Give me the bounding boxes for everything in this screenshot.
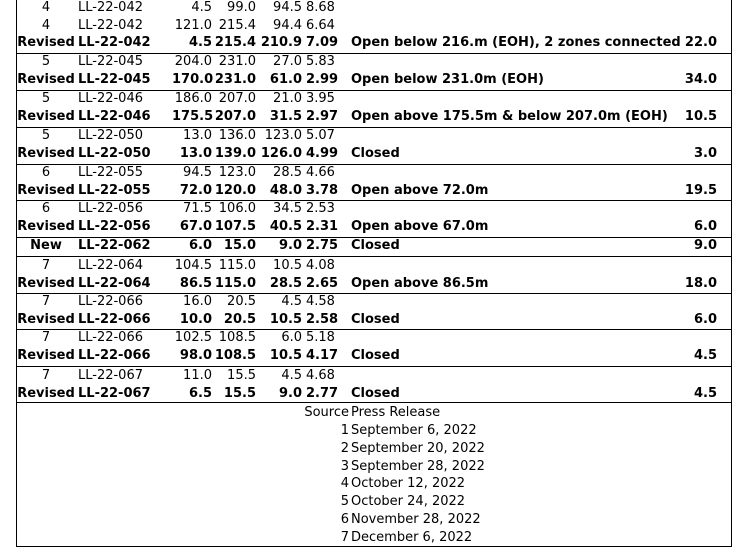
press-release-date: September 20, 2022 <box>351 440 485 456</box>
length-value: 9.0 <box>278 386 302 401</box>
hole-id: LL-22-046 <box>78 109 151 124</box>
grade-value: 4.17 <box>306 348 339 363</box>
length-value: 210.9 <box>260 35 302 50</box>
comment <box>351 257 681 275</box>
value: 6.0 <box>693 219 717 234</box>
from-value: 16.0 <box>183 294 212 309</box>
row-label: Revised <box>17 109 75 124</box>
from-value: 10.0 <box>179 312 212 327</box>
row-label: 7 <box>41 368 51 383</box>
from-value: 104.5 <box>174 258 212 273</box>
grade-value: 4.58 <box>306 294 335 309</box>
from-value: 72.0 <box>179 183 212 198</box>
row-label: 7 <box>41 330 51 345</box>
length-value: 4.5 <box>281 368 302 383</box>
hole-id: LL-22-064 <box>78 276 151 291</box>
grade-value: 4.99 <box>306 146 339 161</box>
from-value: 67.0 <box>179 219 212 234</box>
comment: Open below 216.m (EOH), 2 zones connected <box>351 35 681 50</box>
row-label: 7 <box>41 294 51 309</box>
from-value: 204.0 <box>174 54 212 69</box>
row-label: 6 <box>41 165 51 180</box>
comment <box>351 17 681 35</box>
to-value: 106.0 <box>218 201 256 216</box>
table-side-border <box>731 0 732 547</box>
comment <box>351 90 681 108</box>
from-value: 86.5 <box>179 276 212 291</box>
comment <box>351 127 681 145</box>
from-value: 175.5 <box>172 109 214 124</box>
hole-id: LL-22-042 <box>78 18 143 33</box>
comment <box>351 164 681 182</box>
value <box>676 257 717 275</box>
to-value: 139.0 <box>214 146 256 161</box>
comment: Closed <box>351 238 400 253</box>
hole-id: LL-22-046 <box>78 91 143 106</box>
value <box>676 164 717 182</box>
row-divider <box>16 237 732 238</box>
from-value: 11.0 <box>183 368 212 383</box>
comment: Closed <box>351 386 400 401</box>
comment: Open above 67.0m <box>351 219 489 234</box>
source-header: Source <box>304 405 349 420</box>
hole-id: LL-22-064 <box>78 258 143 273</box>
row-label: 7 <box>41 258 51 273</box>
grade-value: 3.78 <box>306 183 339 198</box>
press-release-date: October 12, 2022 <box>351 476 466 492</box>
source-number: 6 <box>340 512 349 527</box>
source-number: 7 <box>340 529 349 545</box>
grade-value: 2.75 <box>306 238 339 253</box>
comment <box>351 200 681 218</box>
to-value: 120.0 <box>214 183 256 198</box>
value: 6.0 <box>693 312 717 327</box>
length-value: 10.5 <box>273 258 302 273</box>
row-divider <box>16 90 732 91</box>
value: 4.5 <box>693 348 717 363</box>
press-release-date: December 6, 2022 <box>351 529 473 545</box>
hole-id: LL-22-055 <box>78 165 143 180</box>
comment: Closed <box>351 146 400 161</box>
from-value: 186.0 <box>174 91 212 106</box>
grade-value: 8.68 <box>306 0 335 15</box>
to-value: 108.5 <box>218 330 256 345</box>
row-divider <box>16 366 732 367</box>
length-value: 28.5 <box>269 276 302 291</box>
hole-id: LL-22-056 <box>78 219 151 234</box>
grade-value: 4.68 <box>306 368 335 383</box>
length-value: 126.0 <box>260 146 302 161</box>
row-label: Revised <box>17 72 75 87</box>
length-value: 27.0 <box>273 54 302 69</box>
hole-id: LL-22-050 <box>78 146 151 161</box>
value <box>676 329 717 347</box>
value <box>676 53 717 71</box>
press-release-date: November 28, 2022 <box>351 512 481 527</box>
press-release-date: September 28, 2022 <box>351 458 485 474</box>
comment: Closed <box>351 348 400 363</box>
row-label: Revised <box>17 276 75 291</box>
value: 22.0 <box>684 35 717 50</box>
row-divider <box>16 402 732 403</box>
comment <box>351 329 681 347</box>
length-value: 4.5 <box>281 294 302 309</box>
grade-value: 2.53 <box>306 201 335 216</box>
row-label: 6 <box>41 201 51 216</box>
row-label: Revised <box>17 312 75 327</box>
press-release-date: October 24, 2022 <box>351 494 466 510</box>
row-label: 5 <box>41 128 51 143</box>
length-value: 123.0 <box>264 128 302 143</box>
value <box>676 17 717 35</box>
comment: Open above 175.5m & below 207.0m (EOH) <box>351 109 668 124</box>
row-label: 5 <box>41 91 51 106</box>
to-value: 15.0 <box>223 238 256 253</box>
press-release-header: Press Release <box>351 405 441 420</box>
to-value: 20.5 <box>227 294 256 309</box>
value: 3.0 <box>693 146 717 161</box>
hole-id: LL-22-067 <box>78 368 143 383</box>
source-number: 4 <box>340 476 349 492</box>
hole-id: LL-22-042 <box>78 35 151 50</box>
from-value: 98.0 <box>179 348 212 363</box>
length-value: 31.5 <box>269 109 302 124</box>
value <box>676 127 717 145</box>
hole-id: LL-22-066 <box>78 312 151 327</box>
row-divider <box>16 127 732 128</box>
value: 10.5 <box>684 109 717 124</box>
length-value: 21.0 <box>273 91 302 106</box>
to-value: 136.0 <box>218 128 256 143</box>
grade-value: 3.95 <box>306 91 335 106</box>
to-value: 123.0 <box>218 165 256 180</box>
comment <box>351 53 681 71</box>
value <box>676 200 717 218</box>
hole-id: LL-22-050 <box>78 128 143 143</box>
grade-value: 2.65 <box>306 276 339 291</box>
from-value: 4.5 <box>191 0 212 15</box>
grade-value: 2.31 <box>306 219 339 234</box>
length-value: 40.5 <box>269 219 302 234</box>
from-value: 170.0 <box>172 72 214 87</box>
comment: Closed <box>351 312 400 327</box>
row-label: Revised <box>17 348 75 363</box>
from-value: 71.5 <box>183 201 212 216</box>
source-number: 5 <box>340 494 349 510</box>
from-value: 102.5 <box>174 330 212 345</box>
to-value: 15.5 <box>227 368 256 383</box>
from-value: 13.0 <box>183 128 212 143</box>
length-value: 61.0 <box>269 72 302 87</box>
from-value: 4.5 <box>188 35 212 50</box>
from-value: 13.0 <box>179 146 212 161</box>
length-value: 94.5 <box>273 0 302 15</box>
value <box>676 0 717 17</box>
row-label: Revised <box>17 146 75 161</box>
grade-value: 4.08 <box>306 258 335 273</box>
drill-results-table <box>16 0 732 547</box>
length-value: 10.5 <box>269 348 302 363</box>
value: 9.0 <box>693 238 717 253</box>
hole-id: LL-22-055 <box>78 183 151 198</box>
comment <box>351 367 681 385</box>
grade-value: 6.64 <box>306 18 335 33</box>
comment: Open above 72.0m <box>351 183 489 198</box>
value <box>676 90 717 108</box>
row-label: Revised <box>17 35 75 50</box>
row-divider <box>16 256 732 257</box>
length-value: 10.5 <box>269 312 302 327</box>
row-label: Revised <box>17 183 75 198</box>
to-value: 231.0 <box>214 72 256 87</box>
to-value: 15.5 <box>223 386 256 401</box>
grade-value: 5.07 <box>306 128 335 143</box>
row-label: 4 <box>41 18 51 33</box>
hole-id: LL-22-045 <box>78 54 143 69</box>
length-value: 94.4 <box>273 18 302 33</box>
hole-id: LL-22-066 <box>78 348 151 363</box>
hole-id: LL-22-067 <box>78 386 151 401</box>
length-value: 28.5 <box>273 165 302 180</box>
grade-value: 5.18 <box>306 330 335 345</box>
to-value: 115.0 <box>214 276 256 291</box>
row-divider <box>16 200 732 201</box>
source-number: 2 <box>340 440 349 456</box>
hole-id: LL-22-045 <box>78 72 151 87</box>
grade-value: 2.58 <box>306 312 339 327</box>
row-divider <box>16 53 732 54</box>
to-value: 215.4 <box>218 18 256 33</box>
source-number: 3 <box>340 458 349 474</box>
from-value: 121.0 <box>174 18 212 33</box>
to-value: 207.0 <box>214 109 256 124</box>
row-divider <box>16 329 732 330</box>
value <box>676 367 717 385</box>
grade-value: 5.83 <box>306 54 335 69</box>
to-value: 107.5 <box>214 219 256 234</box>
to-value: 20.5 <box>223 312 256 327</box>
to-value: 207.0 <box>218 91 256 106</box>
hole-id: LL-22-066 <box>78 330 143 345</box>
row-divider <box>16 164 732 165</box>
value: 18.0 <box>684 276 717 291</box>
from-value: 6.5 <box>188 386 212 401</box>
length-value: 9.0 <box>278 238 302 253</box>
comment: Open above 86.5m <box>351 276 489 291</box>
length-value: 6.0 <box>281 330 302 345</box>
to-value: 108.5 <box>214 348 256 363</box>
grade-value: 4.66 <box>306 165 335 180</box>
to-value: 231.0 <box>218 54 256 69</box>
from-value: 6.0 <box>188 238 212 253</box>
table-side-border <box>16 0 17 547</box>
row-label: 4 <box>41 0 51 15</box>
source-number: 1 <box>340 423 349 438</box>
grade-value: 2.99 <box>306 72 339 87</box>
length-value: 34.5 <box>273 201 302 216</box>
value <box>676 293 717 311</box>
length-value: 48.0 <box>269 183 302 198</box>
hole-id: LL-22-066 <box>78 294 143 309</box>
grade-value: 2.77 <box>306 386 339 401</box>
to-value: 115.0 <box>218 258 256 273</box>
comment: Open below 231.0m (EOH) <box>351 72 544 87</box>
row-label: 5 <box>41 54 51 69</box>
hole-id: LL-22-062 <box>78 238 151 253</box>
row-divider <box>16 293 732 294</box>
hole-id: LL-22-056 <box>78 201 143 216</box>
grade-value: 7.09 <box>306 35 339 50</box>
value: 19.5 <box>684 183 717 198</box>
row-label: New <box>30 238 62 253</box>
comment <box>351 293 681 311</box>
hole-id: LL-22-042 <box>78 0 143 15</box>
comment <box>351 0 681 17</box>
to-value: 215.4 <box>214 35 256 50</box>
row-label: Revised <box>17 219 75 234</box>
value: 34.0 <box>684 72 717 87</box>
grade-value: 2.97 <box>306 109 339 124</box>
row-label: Revised <box>17 386 75 401</box>
from-value: 94.5 <box>183 165 212 180</box>
to-value: 99.0 <box>227 0 256 15</box>
value: 4.5 <box>693 386 717 401</box>
press-release-date: September 6, 2022 <box>351 423 477 438</box>
